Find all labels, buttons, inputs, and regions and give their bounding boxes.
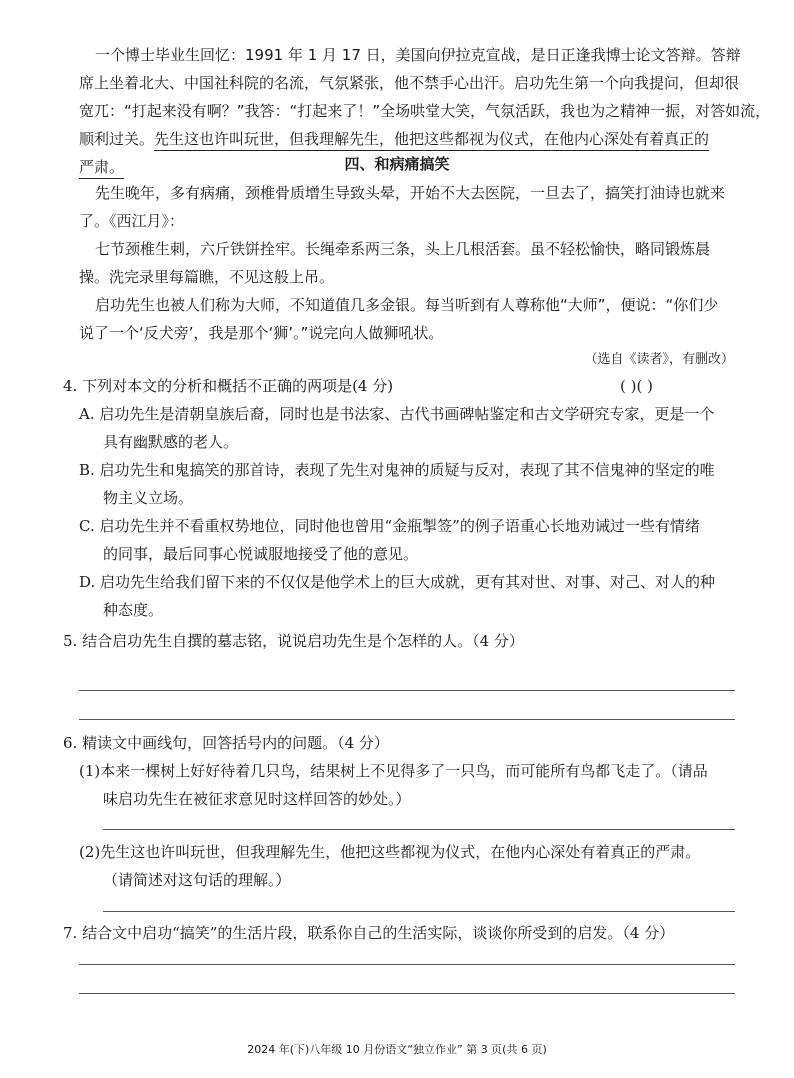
section-title: 四、和病痛搞笑	[344, 155, 450, 173]
option-b: B. 启功先生和鬼搞笑的那首诗，表现了先生对鬼神的质疑与反对，表现了其不信鬼神的坚定的唯	[79, 461, 715, 479]
option-d: D. 启功先生给我们留下来的不仅仅是他学术上的巨大成就，更有其对世、对事、对己、对人的种	[79, 573, 716, 591]
option-d-cont: 种态度。	[103, 601, 164, 619]
passage-line: 说了一个‘反犬旁’，我是那个‘狮’。”说完向人做狮吼状。	[79, 324, 444, 342]
option-c: C. 启功先生并不看重权势地位，同时他也曾用“金瓶掣签”的例子语重心长地劝诫过一些有情绪	[79, 517, 700, 535]
subquestion-1-cont: 味启功先生在被征求意见时这样回答的妙处。）	[103, 790, 411, 808]
question-5-stem: 5. 结合启功先生自撰的墓志铭，说说启功先生是个怎样的人。（4 分）	[63, 632, 524, 650]
page-footer: 2024 年(下)八年级 10 月份语文“独立作业” 第 3 页(共 6 页)	[247, 1043, 547, 1056]
option-b-cont: 物主义立场。	[103, 489, 194, 507]
answer-line[interactable]	[103, 829, 735, 830]
option-c-cont: 的同事，最后同事心悦诚服地接受了他的意见。	[103, 545, 419, 563]
source-note: （选自《读者》，有删改）	[584, 352, 734, 367]
underlined-sentence: 先生这也许叫玩世，但我理解先生，他把这些都视为仪式，在他内心深处有着真正的	[154, 130, 709, 151]
subquestion-1: (1)本来一棵树上好好待着几只鸟，结果树上不见得多了一只鸟，而可能所有鸟都飞走了。（请品	[79, 762, 708, 780]
answer-line[interactable]	[79, 964, 735, 965]
passage-line: 一个博士毕业生回忆：1991 年 1 月 17 日，美国向伊拉克宣战，是日正逢我博士论文答辩。答辩	[95, 46, 741, 64]
subquestion-2-cont: （请简述对这句话的理解。）	[103, 871, 291, 889]
answer-line[interactable]	[79, 993, 735, 994]
option-a-cont: 具有幽默感的老人。	[103, 433, 239, 451]
subquestion-2: (2)先生这也许叫玩世，但我理解先生，他把这些都视为仪式，在他内心深处有着真正的严肃。	[79, 843, 701, 861]
answer-line[interactable]	[79, 690, 735, 691]
passage-line: 启功先生也被人们称为大师，不知道值几多金银。每当听到有人尊称他“大师”，便说：“你们少	[95, 296, 719, 314]
option-a: A. 启功先生是清朝皇族后裔，同时也是书法家、古代书画碑帖鉴定和古文学研究专家，更是一个	[79, 405, 715, 423]
answer-blanks[interactable]: ( )( )	[620, 377, 653, 395]
passage-line	[79, 126, 709, 153]
passage-line: 先生晚年，多有病痛，颈椎骨质增生导致头晕，开始不大去医院，一旦去了，搞笑打油诗也就来	[95, 184, 726, 202]
passage-line: 席上坐着北大、中国社科院的名流，气氛紧张，他不禁手心出汗。启功先生第一个向我提问，但却很	[79, 74, 740, 92]
answer-line[interactable]	[103, 911, 735, 912]
poem-line: 操。洗完录里每篇瞧，不见这般上吊。	[79, 268, 335, 286]
question-6-stem: 6. 精读文中画线句，回答括号内的问题。（4 分）	[63, 734, 389, 752]
answer-line[interactable]	[79, 719, 735, 720]
question-4-stem: 4. 下列对本文的分析和概括不正确的两项是(4 分)	[63, 377, 394, 395]
question-7-stem: 7. 结合文中启功“搞笑”的生活片段，联系你自己的生活实际，谈谈你所受到的启发。（4 分）	[63, 924, 675, 942]
passage-line: 宽兀：“打起来没有啊？”我答：“打起来了！”全场哄堂大笑，气氛活跃，我也为之精神一振，对答如流，	[79, 102, 771, 120]
passage-text: 顺利过关。	[79, 130, 155, 148]
passage-line: 了。《西江月》：	[79, 212, 185, 230]
poem-line: 七节颈椎生刺，六斤铁饼拴牢。长绳牵系两三条，头上几根活套。虽不轻松愉快，略同锻炼晨	[95, 240, 711, 258]
underlined-sentence-end: 严肃。	[79, 158, 124, 179]
